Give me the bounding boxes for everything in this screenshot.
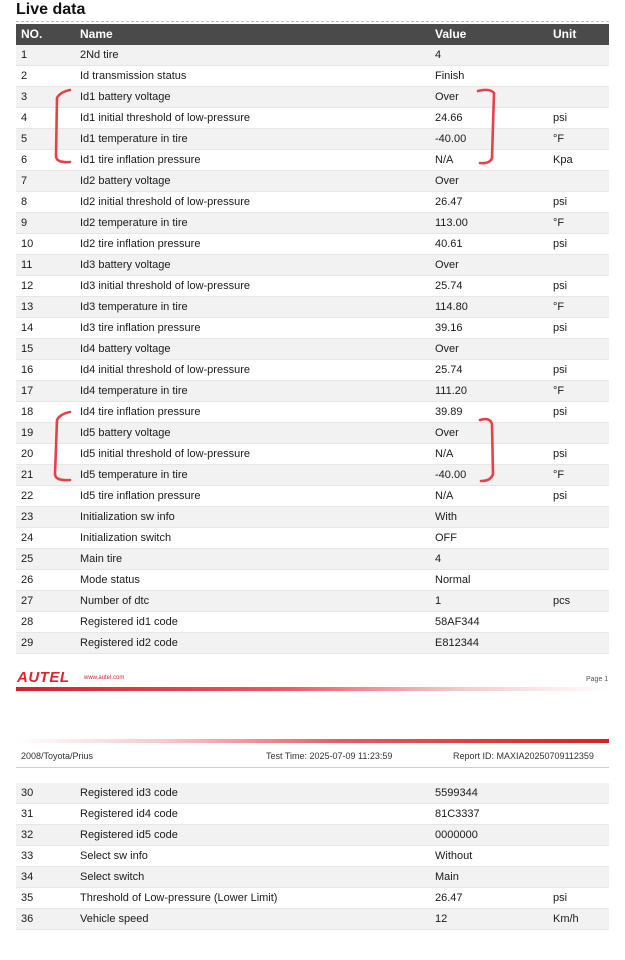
table-row xyxy=(16,825,609,846)
row-number: 23 xyxy=(16,507,75,528)
row-number: 3 xyxy=(16,87,75,108)
row-name: Id2 tire inflation pressure xyxy=(75,234,430,255)
table-row xyxy=(16,360,609,381)
row-unit: °F xyxy=(548,129,609,150)
live-data-table xyxy=(16,24,609,654)
row-number: 13 xyxy=(16,297,75,318)
row-number: 29 xyxy=(16,633,75,654)
table-header-row xyxy=(16,24,609,45)
table-row xyxy=(16,318,609,339)
vehicle-info: 2008/Toyota/Prius xyxy=(21,751,94,761)
row-number: 10 xyxy=(16,234,75,255)
row-value: 39.89 xyxy=(430,402,548,423)
row-name: Registered id5 code xyxy=(75,825,430,846)
row-value: 25.74 xyxy=(430,276,548,297)
row-value: 58AF344 xyxy=(430,612,548,633)
table-row xyxy=(16,633,609,654)
row-name: Registered id3 code xyxy=(75,783,430,804)
row-value: 81C3337 xyxy=(430,804,548,825)
row-name: Id4 temperature in tire xyxy=(75,381,430,402)
row-number: 1 xyxy=(16,45,75,66)
row-unit xyxy=(548,612,609,633)
row-name: Id5 initial threshold of low-pressure xyxy=(75,444,430,465)
row-name: Vehicle speed xyxy=(75,909,430,930)
report-id: Report ID: MAXIA20250709112359 xyxy=(453,751,594,761)
row-number: 22 xyxy=(16,486,75,507)
row-number: 35 xyxy=(16,888,75,909)
row-value: 5599344 xyxy=(430,783,548,804)
table-row xyxy=(16,486,609,507)
autel-logo: AUTEL xyxy=(17,669,70,686)
table-row xyxy=(16,402,609,423)
table-row xyxy=(16,888,609,909)
table-row xyxy=(16,171,609,192)
row-value: 25.74 xyxy=(430,360,548,381)
row-value: 113.00 xyxy=(430,213,548,234)
table-row xyxy=(16,507,609,528)
table-row xyxy=(16,570,609,591)
row-name: Id1 tire inflation pressure xyxy=(75,150,430,171)
row-number: 15 xyxy=(16,339,75,360)
row-value: 26.47 xyxy=(430,888,548,909)
row-unit: pcs xyxy=(548,591,609,612)
row-number: 6 xyxy=(16,150,75,171)
row-number: 20 xyxy=(16,444,75,465)
row-name: Threshold of Low-pressure (Lower Limit) xyxy=(75,888,430,909)
row-value: E812344 xyxy=(430,633,548,654)
row-number: 9 xyxy=(16,213,75,234)
row-unit xyxy=(548,66,609,87)
column-header-name: Name xyxy=(75,24,430,45)
table-row xyxy=(16,108,609,129)
row-unit: °F xyxy=(548,465,609,486)
table-row xyxy=(16,276,609,297)
row-value: 4 xyxy=(430,45,548,66)
row-number: 8 xyxy=(16,192,75,213)
row-value: 111.20 xyxy=(430,381,548,402)
table-row xyxy=(16,150,609,171)
table-row xyxy=(16,783,609,804)
table-row xyxy=(16,867,609,888)
row-name: Id4 battery voltage xyxy=(75,339,430,360)
row-unit: psi xyxy=(548,888,609,909)
table-row xyxy=(16,129,609,150)
row-name: Id2 initial threshold of low-pressure xyxy=(75,192,430,213)
table-row xyxy=(16,255,609,276)
table-row xyxy=(16,192,609,213)
row-unit: psi xyxy=(548,276,609,297)
row-number: 24 xyxy=(16,528,75,549)
row-value: Over xyxy=(430,255,548,276)
row-number: 32 xyxy=(16,825,75,846)
table-row xyxy=(16,45,609,66)
footer-url: www.autel.com xyxy=(84,675,125,681)
row-unit: psi xyxy=(548,108,609,129)
row-unit: psi xyxy=(548,402,609,423)
row-unit xyxy=(548,783,609,804)
row-unit xyxy=(548,633,609,654)
row-name: Main tire xyxy=(75,549,430,570)
table-row xyxy=(16,234,609,255)
row-name: Id1 temperature in tire xyxy=(75,129,430,150)
row-name: Id transmission status xyxy=(75,66,430,87)
row-name: Id5 tire inflation pressure xyxy=(75,486,430,507)
row-number: 2 xyxy=(16,66,75,87)
table-row xyxy=(16,549,609,570)
table-row xyxy=(16,213,609,234)
row-number: 36 xyxy=(16,909,75,930)
row-value: Finish xyxy=(430,66,548,87)
row-unit xyxy=(548,87,609,108)
row-name: Select switch xyxy=(75,867,430,888)
test-time: Test Time: 2025-07-09 11:23:59 xyxy=(266,751,393,761)
row-unit xyxy=(548,171,609,192)
row-value: Over xyxy=(430,87,548,108)
row-value: 24.66 xyxy=(430,108,548,129)
row-number: 4 xyxy=(16,108,75,129)
row-unit xyxy=(548,570,609,591)
row-value: Without xyxy=(430,846,548,867)
row-name: Number of dtc xyxy=(75,591,430,612)
row-name: Id4 initial threshold of low-pressure xyxy=(75,360,430,381)
row-value: 26.47 xyxy=(430,192,548,213)
row-unit: Kpa xyxy=(548,150,609,171)
column-header-unit: Unit xyxy=(548,24,609,45)
row-value: -40.00 xyxy=(430,465,548,486)
row-unit xyxy=(548,339,609,360)
row-number: 31 xyxy=(16,804,75,825)
row-name: 2Nd tire xyxy=(75,45,430,66)
row-value: -40.00 xyxy=(430,129,548,150)
live-data-table-continued xyxy=(16,783,609,930)
row-value: Over xyxy=(430,171,548,192)
report-header xyxy=(16,745,609,768)
table-row xyxy=(16,339,609,360)
row-unit: psi xyxy=(548,444,609,465)
row-number: 21 xyxy=(16,465,75,486)
row-unit xyxy=(548,45,609,66)
page-title: Live data xyxy=(16,1,86,18)
row-unit xyxy=(548,528,609,549)
row-unit: psi xyxy=(548,192,609,213)
row-unit: psi xyxy=(548,318,609,339)
row-number: 27 xyxy=(16,591,75,612)
row-value: 114.80 xyxy=(430,297,548,318)
row-number: 7 xyxy=(16,171,75,192)
row-value: 0000000 xyxy=(430,825,548,846)
column-header-value: Value xyxy=(430,24,548,45)
row-number: 28 xyxy=(16,612,75,633)
row-number: 11 xyxy=(16,255,75,276)
row-unit: psi xyxy=(548,486,609,507)
row-unit: °F xyxy=(548,297,609,318)
row-value: Main xyxy=(430,867,548,888)
row-name: Registered id4 code xyxy=(75,804,430,825)
row-unit: Km/h xyxy=(548,909,609,930)
row-number: 17 xyxy=(16,381,75,402)
row-number: 19 xyxy=(16,423,75,444)
row-unit: °F xyxy=(548,213,609,234)
title-divider xyxy=(16,21,609,22)
row-value: 1 xyxy=(430,591,548,612)
row-number: 34 xyxy=(16,867,75,888)
row-name: Registered id1 code xyxy=(75,612,430,633)
row-name: Mode status xyxy=(75,570,430,591)
footer-divider xyxy=(16,687,609,691)
row-unit xyxy=(548,255,609,276)
table-row xyxy=(16,909,609,930)
row-unit: psi xyxy=(548,360,609,381)
row-number: 26 xyxy=(16,570,75,591)
row-number: 30 xyxy=(16,783,75,804)
row-value: Normal xyxy=(430,570,548,591)
row-name: Id1 initial threshold of low-pressure xyxy=(75,108,430,129)
row-value: N/A xyxy=(430,486,548,507)
row-unit xyxy=(548,825,609,846)
row-name: Id2 battery voltage xyxy=(75,171,430,192)
row-name: Registered id2 code xyxy=(75,633,430,654)
row-name: Id2 temperature in tire xyxy=(75,213,430,234)
row-unit xyxy=(548,846,609,867)
row-name: Select sw info xyxy=(75,846,430,867)
row-name: Id3 temperature in tire xyxy=(75,297,430,318)
table-row xyxy=(16,381,609,402)
row-name: Initialization sw info xyxy=(75,507,430,528)
row-name: Id5 temperature in tire xyxy=(75,465,430,486)
table-row xyxy=(16,297,609,318)
row-value: 4 xyxy=(430,549,548,570)
row-unit xyxy=(548,804,609,825)
row-unit xyxy=(548,507,609,528)
row-name: Id3 battery voltage xyxy=(75,255,430,276)
row-unit xyxy=(548,423,609,444)
table-row xyxy=(16,612,609,633)
row-number: 12 xyxy=(16,276,75,297)
row-name: Id3 initial threshold of low-pressure xyxy=(75,276,430,297)
row-value: N/A xyxy=(430,150,548,171)
column-header-no: NO. xyxy=(16,24,75,45)
row-name: Id3 tire inflation pressure xyxy=(75,318,430,339)
row-value: Over xyxy=(430,423,548,444)
row-value: N/A xyxy=(430,444,548,465)
row-value: With xyxy=(430,507,548,528)
row-value: OFF xyxy=(430,528,548,549)
table-row xyxy=(16,465,609,486)
table-row xyxy=(16,66,609,87)
row-number: 25 xyxy=(16,549,75,570)
row-number: 5 xyxy=(16,129,75,150)
row-name: Id4 tire inflation pressure xyxy=(75,402,430,423)
table-row xyxy=(16,444,609,465)
table-row xyxy=(16,804,609,825)
table-row xyxy=(16,87,609,108)
row-number: 14 xyxy=(16,318,75,339)
row-name: Initialization switch xyxy=(75,528,430,549)
row-number: 33 xyxy=(16,846,75,867)
table-row xyxy=(16,846,609,867)
row-value: 39.16 xyxy=(430,318,548,339)
row-unit: psi xyxy=(548,234,609,255)
page-number: Page 1 xyxy=(586,676,609,683)
table-row xyxy=(16,528,609,549)
table-row xyxy=(16,423,609,444)
header-divider xyxy=(16,739,609,743)
row-unit xyxy=(548,867,609,888)
row-unit: °F xyxy=(548,381,609,402)
row-number: 18 xyxy=(16,402,75,423)
row-value: 12 xyxy=(430,909,548,930)
row-name: Id5 battery voltage xyxy=(75,423,430,444)
row-unit xyxy=(548,549,609,570)
table-row xyxy=(16,591,609,612)
row-name: Id1 battery voltage xyxy=(75,87,430,108)
row-value: 40.61 xyxy=(430,234,548,255)
row-value: Over xyxy=(430,339,548,360)
row-number: 16 xyxy=(16,360,75,381)
